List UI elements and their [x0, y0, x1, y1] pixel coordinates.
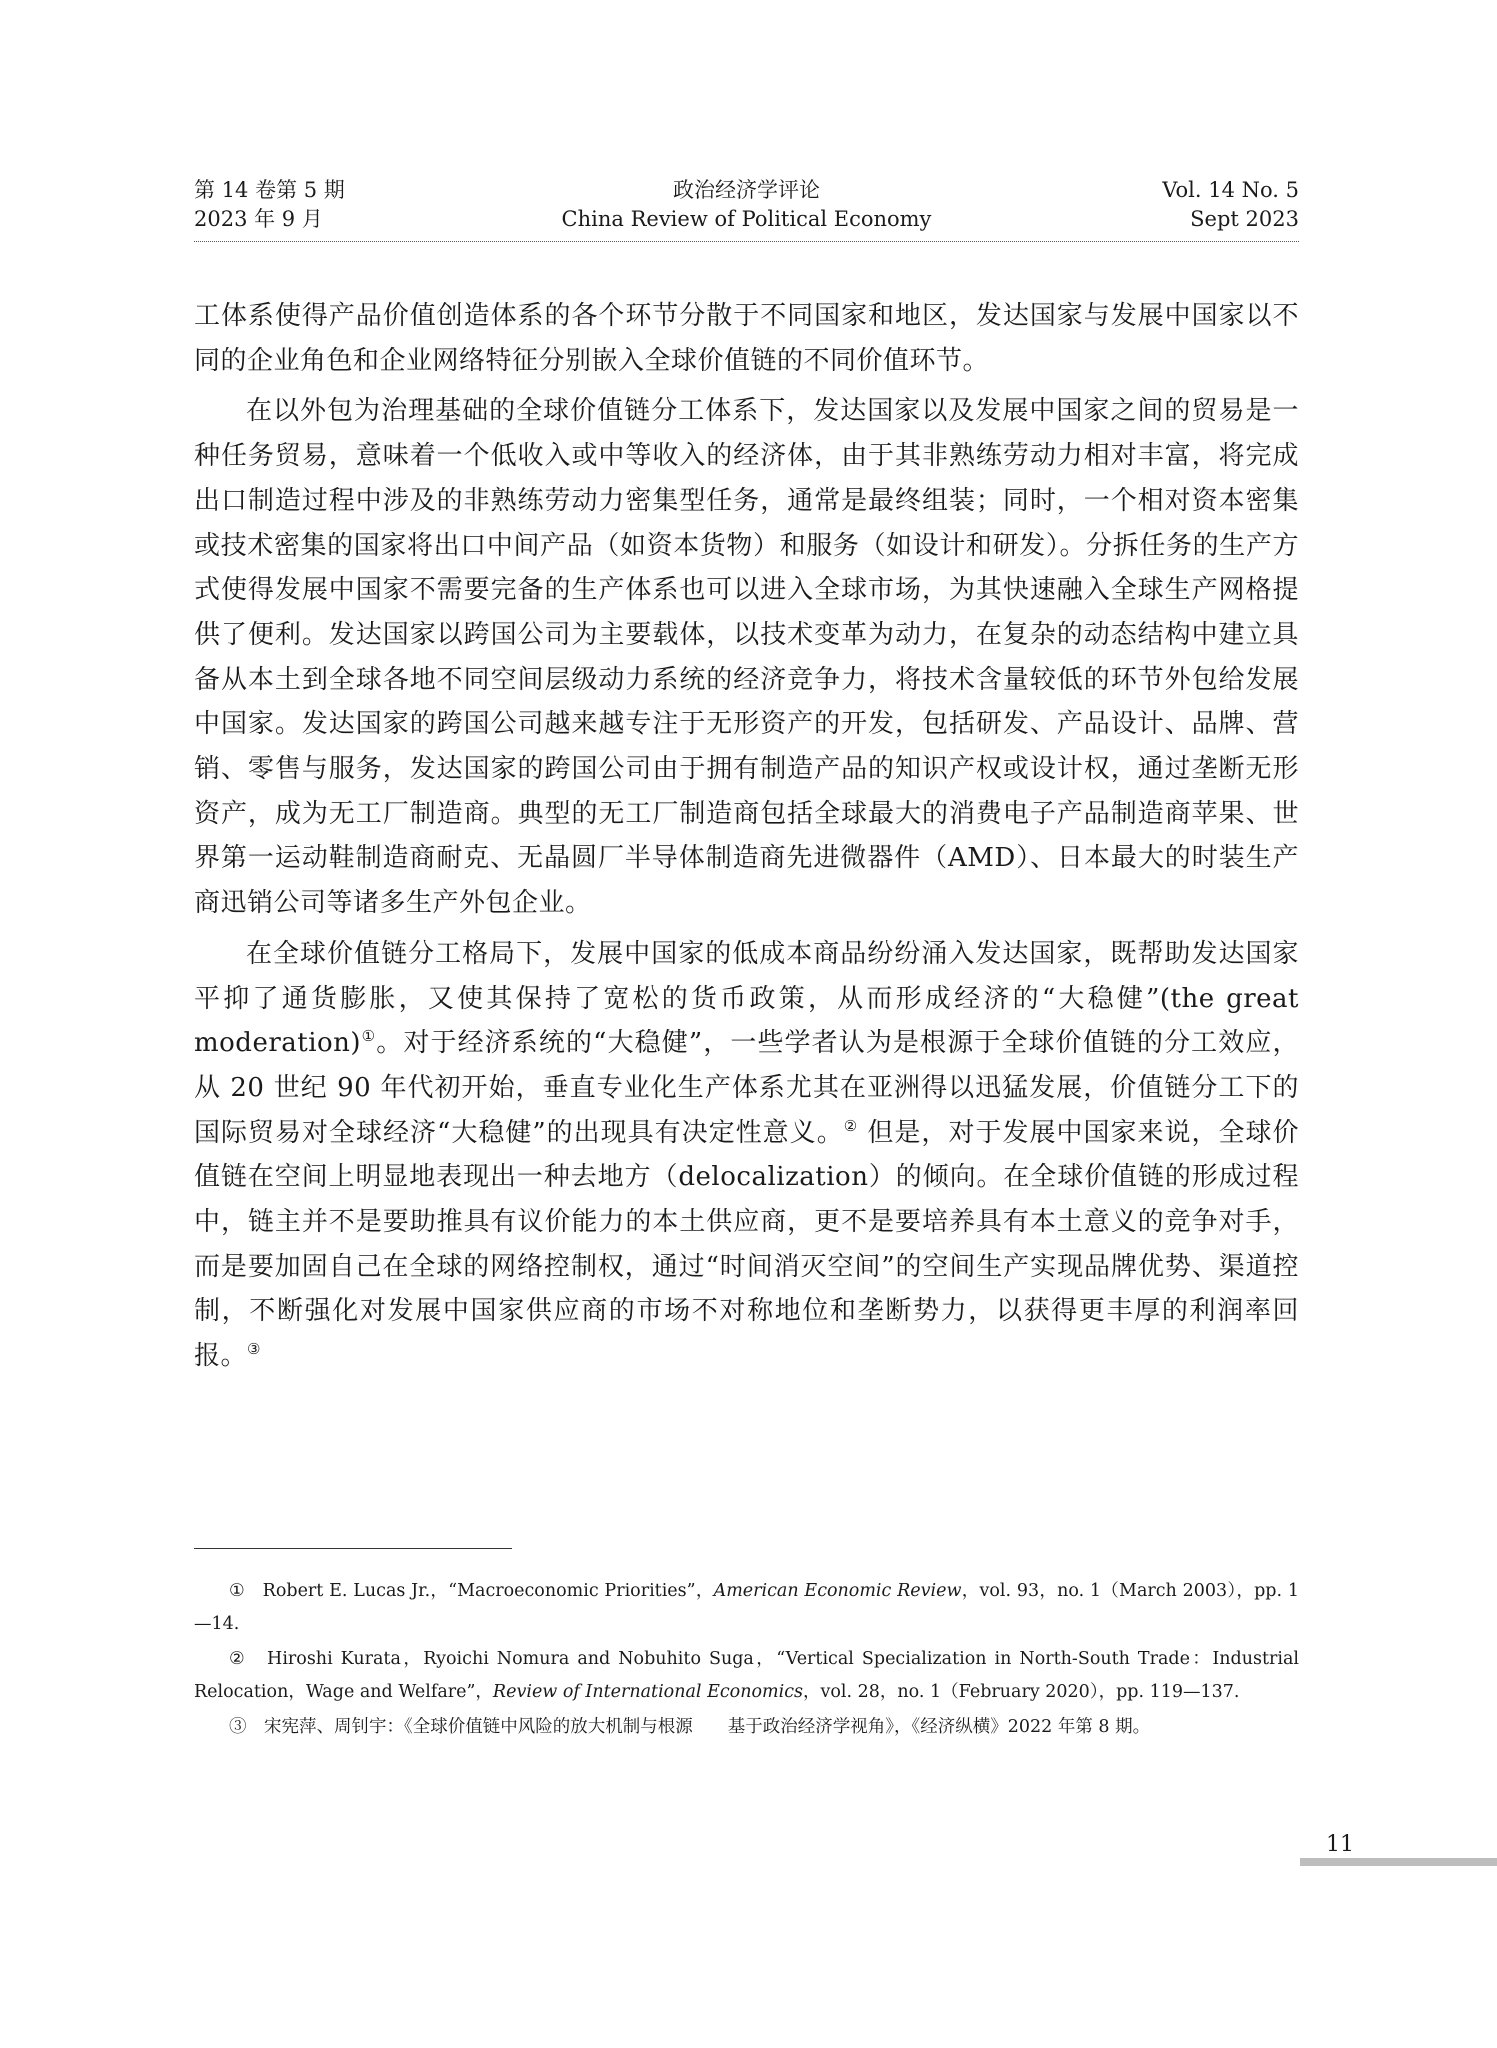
date-en: Sept 2023 [1190, 207, 1299, 231]
paragraph-2: 在以外包为治理基础的全球价值链分工体系下，发达国家以及发展中国家之间的贸易是一种任务贸易，意味着一个低收入或中等收入的经济体，由于其非熟练劳动力相对丰富，将完成出口制造过程中涉及的非熟练劳动力密集型任务，通常是最终组装；同时，一个相对资本密集或技术密集的国家将出口中间产品（如资本货物）和服务（如设计和研发）。分拆任务的生产方式使得发展中国家不需要完备的生产体系也可以进入全球市场，为其快速融入全球生产网格提供了便利。发达国家以跨国公司为主要载体，以技术变革为动力，在复杂的动态结构中建立具备从本土到全球各地不同空间层级动力系统的经济竞争力，将技术含量较低的环节外包给发展中国家。发达国家的跨国公司越来越专注于无形资产的开发，包括研发、产品设计、品牌、营销、零售与服务，发达国家的跨国公司由于拥有制造产品的知识产权或设计权，通过垄断无形资产，成为无工厂制造商。典型的无工厂制造商包括全球最大的消费电子产品制造商苹果、世界第一运动鞋制造商耐克、无晶圆厂半导体制造商先进微器件（AMD）、日本最大的时装生产商迅销公司等诸多生产外包企业。 [194, 396, 1299, 919]
paragraph-1: 工体系使得产品价值创造体系的各个环节分散于不同国家和地区，发达国家与发展中国家以不同的企业角色和企业网络特征分别嵌入全球价值链的不同价值环节。 [194, 301, 1299, 376]
footnote-ref-3[interactable]: ③ [247, 1340, 261, 1359]
footnote-ref-2[interactable]: ② [843, 1116, 859, 1135]
page-number: 11 [1326, 1832, 1354, 1857]
header-divider [194, 241, 1299, 242]
volume-number-en: Vol. 14 No. 5 [1162, 178, 1299, 202]
main-text [194, 294, 1299, 1385]
footnote-divider [194, 1548, 512, 1549]
paragraph-3-part-c: 但是，对于发展中国家来说，全球价值链在空间上明显地表现出一种去地方（delocalization）的倾向。在全球价值链的形成过程中，链主并不是要助推具有议价能力的本土供应商，更不是要培养具有本土意义的竞争对手，而是要加固自己在全球的网络控制权，通过“时间消灭空间”的空间生产实现品牌优势、渠道控制，不断强化对发展中国家供应商的市场不对称地位和垄断势力，以获得更丰厚的利润率回报。 [194, 1117, 1299, 1372]
paragraph-3-part-a: 在全球价值链分工格局下，发展中国家的低成本商品纷纷涌入发达国家，既帮助发达国家平抑了通货膨胀，又使其保持了宽松的货币政策，从而形成经济的“大稳健”(the great moderation) [194, 938, 1299, 1059]
footnote-1-text-a: ① Robert E. Lucas Jr.，“Macroeconomic Priorities”， [229, 1581, 714, 1601]
footnote-1-journal: American Economic Review [713, 1581, 962, 1601]
footnote-2 [194, 1643, 1299, 1709]
footnotes [194, 1575, 1299, 1746]
footnote-2-text-a: ② Hiroshi Kurata，Ryoichi Nomura and Nobuhito Suga，“Vertical Specialization in North-South Trade：Industrial Relocation，Wage and Welfare”， [194, 1649, 1299, 1702]
volume-issue-en [1162, 176, 1299, 234]
footnote-1-text-b: ，vol. 93，no. 1（March 2003），pp. 1—14. [194, 1581, 1299, 1634]
running-header [194, 176, 1299, 240]
footnote-2-text-b: ，vol. 28，no. 1（February 2020），pp. 119—137. [802, 1682, 1240, 1702]
footnote-2-journal: Review of International Economics [492, 1682, 803, 1702]
journal-title-en: China Review of Political Economy [561, 207, 932, 231]
paragraph-3 [194, 932, 1299, 1379]
paragraph-3-part-b: 。对于经济系统的“大稳健”，一些学者认为是根源于全球价值链的分工效应，从 20 世纪 90 年代初开始，垂直专业化生产体系尤其在亚洲得以迅猛发展，价值链分工下的国际贸易对全球经济“大稳健”的出现具有决定性意义。 [194, 1028, 1299, 1148]
journal-title [194, 176, 1299, 234]
date-cn: 2023 年 9 月 [194, 207, 323, 231]
footnote-ref-1[interactable]: ① [361, 1027, 377, 1046]
volume-issue-cn: 第 14 卷第 5 期 [194, 178, 345, 202]
journal-title-cn: 政治经济学评论 [673, 178, 820, 202]
page-number-bar [1300, 1858, 1497, 1866]
footnote-1 [194, 1575, 1299, 1641]
footnote-3: ③ 宋宪萍、周钊宇：《全球价值链中风险的放大机制与根源 基于政治经济学视角》，《经济纵横》2022 年第 8 期。 [229, 1717, 1151, 1737]
